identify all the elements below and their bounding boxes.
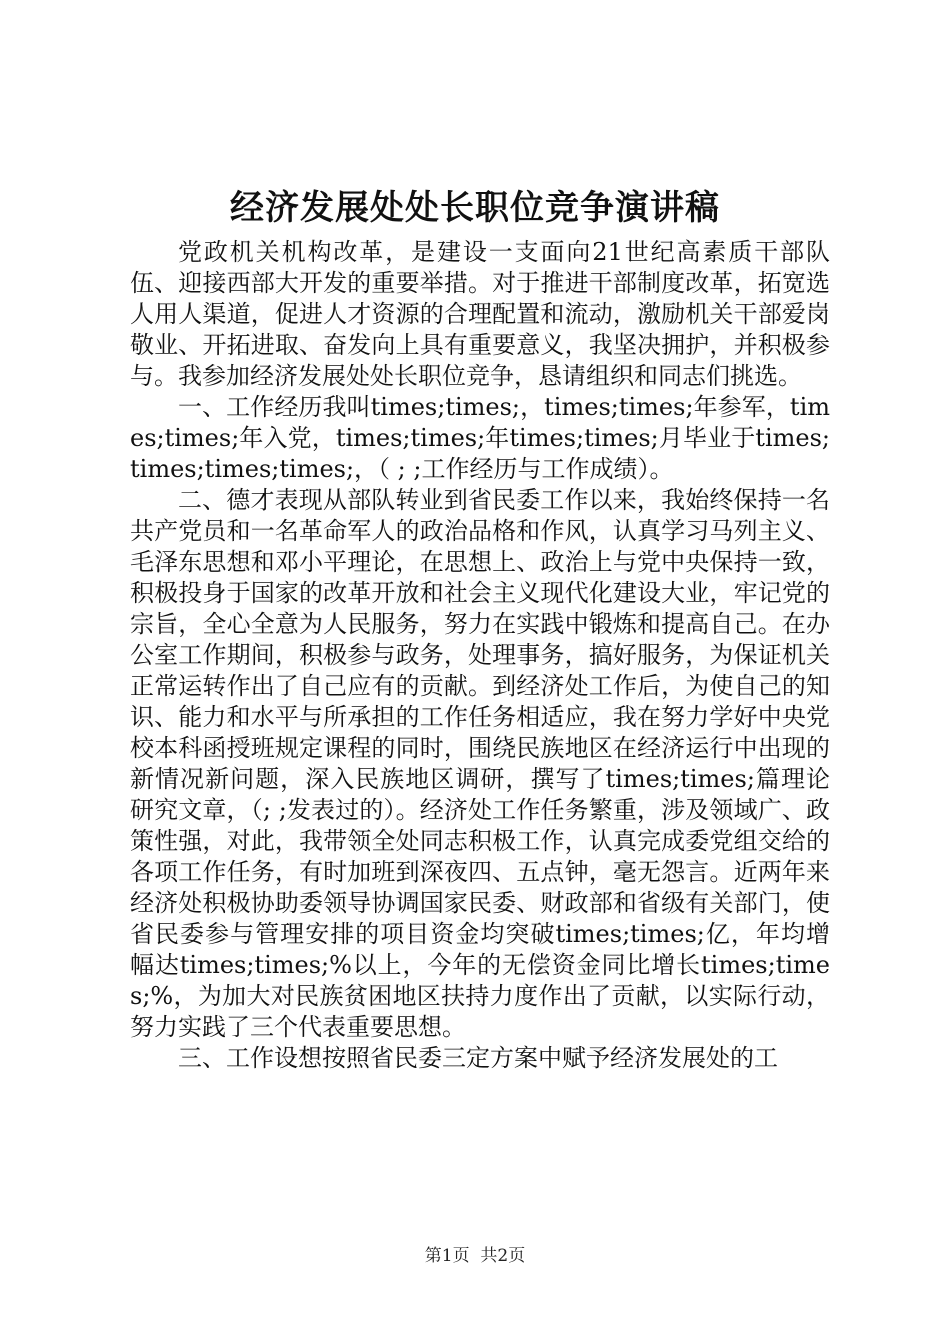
paragraph-intro: 党政机关机构改革，是建设一支面向21世纪高素质干部队伍、迎接西部大开发的重要举措。对于推进干部制度改革，拓宽选人用人渠道，促进人才资源的合理配置和流动，激励机关干部爱岗敬业、开拓进取、奋发向上具有重要意义，我坚决拥护，并积极参与。我参加经济发展处处长职位竞争，恳请组织和同志们挑选。 <box>130 238 830 390</box>
page-number-current: 第1页 <box>424 1246 470 1266</box>
paragraph-work-plan: 三、工作设想按照省民委三定方案中赋予经济发展处的工 <box>178 1044 778 1072</box>
document-title: 经济发展处处长职位竞争演讲稿 <box>230 188 720 228</box>
page-number-total: 共2页 <box>480 1246 526 1266</box>
document-body <box>130 237 830 1074</box>
page-footer <box>0 1244 950 1268</box>
paragraph-work-experience: 一、工作经历我叫times;times;，times;times;年参军，times;times;年入党，times;times;年times;times;月毕业于times;times;times;times;，（ ; ;工作经历与工作成绩）。 <box>130 393 830 483</box>
paragraph-character-performance: 二、德才表现从部队转业到省民委工作以来，我始终保持一名共产党员和一名革命军人的政治品格和作风，认真学习马列主义、毛泽东思想和邓小平理论，在思想上、政治上与党中央保持一致，积极投身于国家的改革开放和社会主义现代化建设大业，牢记党的宗旨，全心全意为人民服务，努力在实践中锻炼和提高自己。在办公室工作期间，积极参与政务，处理事务，搞好服务，为保证机关正常运转作出了自己应有的贡献。到经济处工作后，为使自己的知识、能力和水平与所承担的工作任务相适应，我在努力学好中央党校本科函授班规定课程的同时，围绕民族地区在经济运行中出现的新情况新问题，深入民族地区调研，撰写了times;times;篇理论研究文章，（; ;发表过的）。经济处工作任务繁重，涉及领域广、政策性强，对此，我带领全处同志积极工作，认真完成委党组交给的各项工作任务，有时加班到深夜四、五点钟，毫无怨言。近两年来经济处积极协助委领导协调国家民委、财政部和省级有关部门，使省民委参与管理安排的项目资金均突破times;times;亿，年均增幅达times;times;%以上，今年的无偿资金同比增长times;times;%，为加大对民族贫困地区扶持力度作出了贡献，以实际行动，努力实践了三个代表重要思想。 <box>130 486 830 1041</box>
